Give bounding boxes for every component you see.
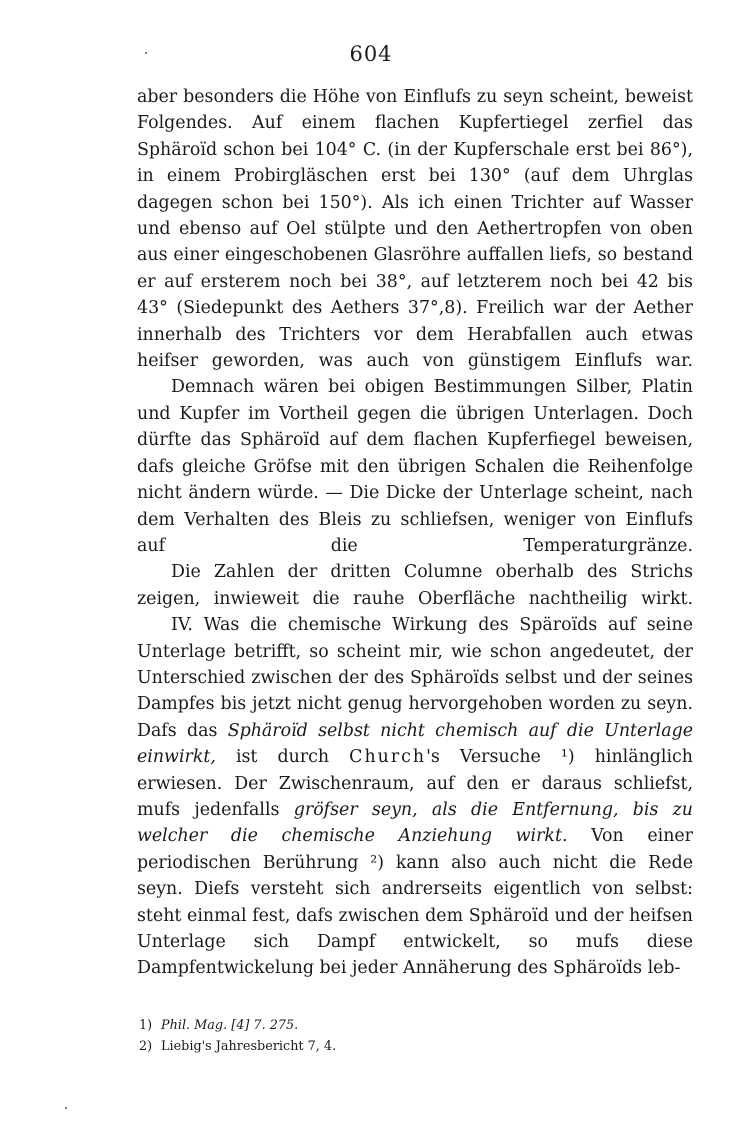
paragraph-4-text-2: ist durch [215, 747, 350, 768]
page-number: 604 [349, 42, 393, 66]
footnotes [139, 1015, 619, 1057]
paragraph-3 [137, 559, 693, 612]
paragraph-4-emphasis-2: gröfser seyn, als die Entfernung, bis zu welcher die chemische Anziehung wirkt. [137, 799, 693, 847]
author-name-church: Church [349, 747, 427, 768]
scan-speck [145, 52, 147, 54]
footnote-1-number: 1) [139, 1018, 153, 1033]
paragraph-1-text: aber besonders die Höhe von Einflufs zu seyn scheint, beweist Folgendes. Auf einem flachen Kupfertiegel zerfiel das Sphäroïd schon bei 104° C. (in der Kupferschale erst bei 86°), in einem Probirgläschen erst bei 130° (auf dem Uhrglas dagegen schon bei 150°). Als ich einen Trichter auf Wasser und ebenso auf Oel stülpte und den Aethertropfen von oben aus einer eingeschobenen Glasröhre auffallen liefs, so bestand er auf ersterem noch bei 38°, auf letzterem noch bei 42 bis 43° (Siedepunkt des Aethers 37°,8). Freilich war der Aether innerhalb des Trichters vor dem Herabfallen auch etwas heifser geworden, was auch von günstigem Einflufs war. [137, 87, 693, 372]
footnote-2 [139, 1036, 619, 1057]
footnote-1 [139, 1015, 619, 1036]
paragraph-4-text-3: 's Versuche ¹) hinlänglich erwiesen. Der Zwischenraum, auf den er daraus schliefst, mufs jedenfalls [137, 747, 693, 820]
paragraph-4-emphasis-1: Sphäroïd selbst nicht chemisch auf die Unterlage einwirkt, [137, 720, 693, 768]
scan-speck [65, 1107, 67, 1109]
body-text [137, 84, 693, 982]
paragraph-2 [137, 374, 693, 559]
footnote-2-text: Liebig's Jahresbericht 7, 4. [161, 1039, 337, 1054]
paragraph-2-text: Demnach wären bei obigen Bestimmungen Silber, Platin und Kupfer im Vortheil gegen die übrigen Unterlagen. Doch dürfte das Sphäroïd auf dem flachen Kupferfiegel beweisen, dafs gleiche Gröfse mit den übrigen Schalen die Reihenfolge nicht ändern würde. — Die Dicke der Unterlage scheint, nach dem Verhalten des Bleis zu schliefsen, weniger von Einflufs auf die Temperaturgränze. [137, 377, 693, 556]
paragraph-4 [137, 612, 693, 982]
paragraph-4-text: IV. Was die chemische Wirkung des Späroïds auf seine Unterlage betrifft, so scheint mir, wie schon angedeutet, der Unterschied zwischen der des Sphäroïds selbst und der seines Dampfes bis jetzt nicht genug hervorgehoben worden zu seyn. Dafs das [137, 615, 693, 741]
paragraph-3-text: Die Zahlen der dritten Columne oberhalb des Strichs zeigen, inwieweit die rauhe Oberfläche nachtheilig wirkt. [137, 562, 693, 609]
footnote-2-number: 2) [139, 1039, 153, 1054]
footnote-1-text: Phil. Mag. [4] 7. 275. [161, 1018, 299, 1033]
paragraph-4-text-4: Von einer periodischen Berührung ²) kann also auch nicht die Rede seyn. Diefs versteht sich andrerseits eigentlich von selbst: steht einmal fest, dafs zwischen dem Sphäroïd und der heifsen Unterlage sich Dampf entwickelt, so mufs diese Dampfentwickelung bei jeder Annäherung des Sphäroïds leb- [137, 826, 693, 979]
paragraph-1 [137, 84, 693, 374]
